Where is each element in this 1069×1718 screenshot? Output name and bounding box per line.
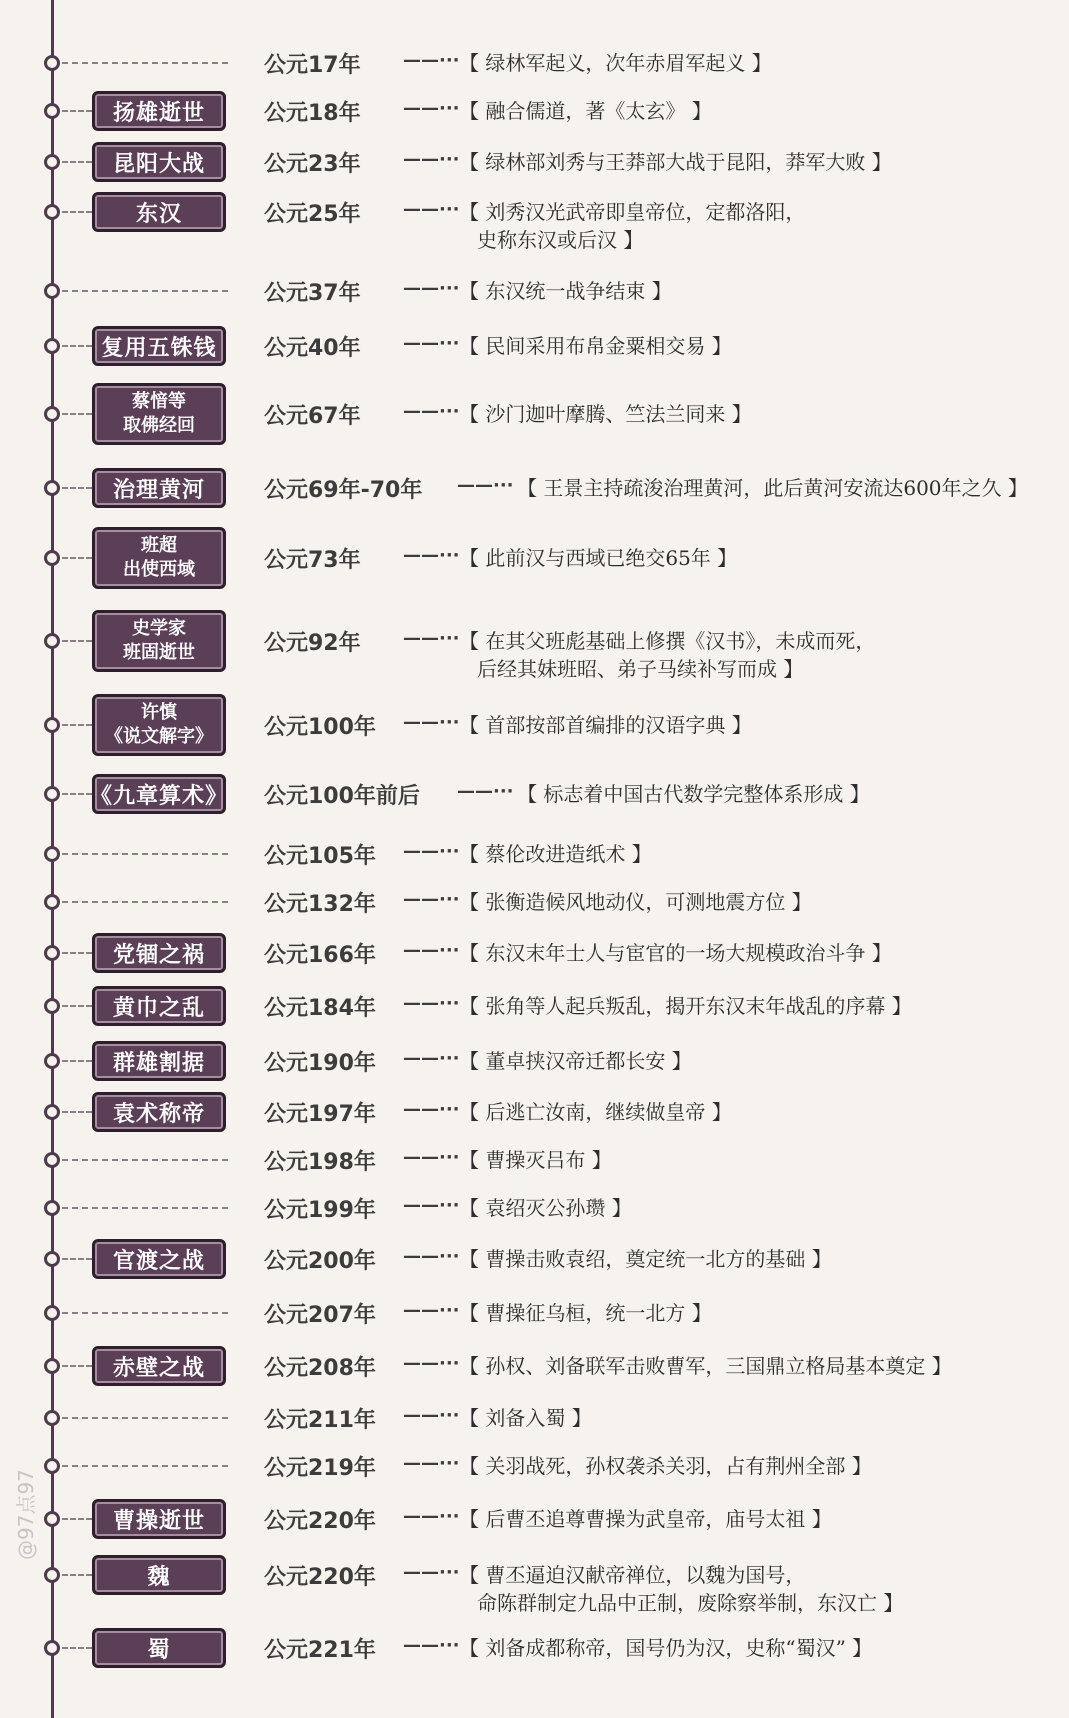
- event-year: 公元208年: [264, 1356, 376, 1381]
- timeline-node-icon: [44, 204, 60, 220]
- event-description-line: 【 在其父班彪基础上修撰《汉书》，未成而死，: [459, 629, 876, 653]
- event-label-tag: [92, 1555, 226, 1595]
- timeline-node-icon: [44, 1567, 60, 1583]
- timeline-node-icon: [44, 55, 60, 71]
- event-label-line: 魏: [147, 1564, 171, 1590]
- event-year: 公元105年: [264, 844, 376, 869]
- dashed-connector: [62, 724, 92, 726]
- event-label-line: 赤壁之战: [112, 1355, 205, 1381]
- event-description: [459, 1245, 832, 1273]
- event-label-line: 《九章算术》: [90, 783, 229, 809]
- year-separator: ——···: [403, 1562, 460, 1583]
- event-description-line: 命陈群制定九品中正制，废除察举制，东汉亡 】: [477, 1591, 904, 1615]
- dashed-connector: [62, 161, 92, 163]
- event-description-line: 【 后逃亡汝南，继续做皇帝 】: [459, 1100, 732, 1124]
- event-year: 公元221年: [264, 1638, 376, 1663]
- event-description-line: 【 董卓挟汉帝迁都长安 】: [459, 1049, 692, 1073]
- dashed-connector: [62, 853, 228, 855]
- year-separator: ——···: [403, 993, 460, 1014]
- timeline-node-icon: [44, 1053, 60, 1069]
- dashed-connector: [62, 110, 92, 112]
- event-year: 公元199年: [264, 1198, 376, 1223]
- event-label-tag: [92, 91, 226, 131]
- event-year: 公元25年: [264, 202, 361, 227]
- event-label-line: 东汉: [135, 201, 182, 227]
- event-year: 公元197年: [264, 1102, 376, 1127]
- event-year: 公元200年: [264, 1249, 376, 1274]
- event-label-line: 史学家: [132, 618, 186, 639]
- year-separator: ——···: [403, 889, 460, 910]
- event-description: [459, 544, 737, 572]
- event-label-tag: [92, 933, 226, 973]
- dashed-connector: [62, 1258, 92, 1260]
- event-description-line: 【 袁绍灭公孙瓒 】: [459, 1196, 632, 1220]
- event-description: [459, 1452, 872, 1480]
- event-description: [459, 711, 752, 739]
- event-year: 公元132年: [264, 892, 376, 917]
- year-separator: ——···: [403, 333, 460, 354]
- dashed-connector: [62, 62, 228, 64]
- event-label-line: 班固逝世: [123, 642, 195, 663]
- event-description: [517, 474, 1028, 502]
- year-separator: ——···: [403, 1300, 460, 1321]
- dashed-connector: [62, 1159, 228, 1161]
- event-description: [459, 1352, 952, 1380]
- event-year: 公元23年: [264, 152, 361, 177]
- timeline-node-icon: [44, 338, 60, 354]
- year-separator: ——···: [403, 50, 460, 71]
- timeline-node-icon: [44, 633, 60, 649]
- timeline-node-icon: [44, 1410, 60, 1426]
- event-label-line: 取佛经回: [123, 415, 195, 436]
- timeline-node-icon: [44, 283, 60, 299]
- event-label-tag: [92, 192, 226, 232]
- dashed-connector: [62, 1207, 228, 1209]
- event-description-line: 【 绿林部刘秀与王莽部大战于昆阳，莽军大败 】: [459, 150, 892, 174]
- dashed-connector: [62, 1060, 92, 1062]
- event-description: [459, 840, 652, 868]
- event-description-line: 【 张衡造候风地动仪，可测地震方位 】: [459, 890, 812, 914]
- year-separator: ——···: [457, 475, 514, 496]
- dashed-connector: [62, 1312, 228, 1314]
- event-description: [459, 277, 672, 305]
- event-year: 公元100年: [264, 715, 376, 740]
- dashed-connector: [62, 1417, 228, 1419]
- event-label-line: 官渡之战: [112, 1248, 205, 1274]
- timeline-node-icon: [44, 945, 60, 961]
- event-year: 公元207年: [264, 1303, 376, 1328]
- event-description: [459, 992, 912, 1020]
- year-separator: ——···: [403, 401, 460, 422]
- year-separator: ——···: [403, 712, 460, 733]
- event-year: 公元37年: [264, 281, 361, 306]
- year-separator: ——···: [403, 1405, 460, 1426]
- event-label-line: 昆阳大战: [112, 151, 205, 177]
- dashed-connector: [62, 793, 92, 795]
- event-year: 公元69年-70年: [264, 478, 423, 503]
- event-label-line: 许慎: [141, 702, 177, 723]
- event-description: [459, 198, 805, 254]
- timeline-node-icon: [44, 103, 60, 119]
- event-year: 公元166年: [264, 943, 376, 968]
- dashed-connector: [62, 1005, 92, 1007]
- event-label-tag: [92, 326, 226, 366]
- event-label-tag: [90, 774, 229, 814]
- timeline-node-icon: [44, 786, 60, 802]
- dashed-connector: [62, 413, 92, 415]
- dashed-connector: [62, 1465, 228, 1467]
- event-label-line: 黄巾之乱: [112, 995, 205, 1021]
- event-label-line: 党锢之祸: [112, 942, 205, 968]
- event-label-tag: [92, 1628, 226, 1668]
- year-separator: ——···: [403, 199, 460, 220]
- dashed-connector: [62, 640, 92, 642]
- year-separator: ——···: [403, 98, 460, 119]
- year-separator: ——···: [403, 1195, 460, 1216]
- event-description-line: 后经其妹班昭、弟子马续补写而成 】: [477, 657, 804, 681]
- dashed-connector: [62, 487, 92, 489]
- event-description-line: 【 绿林军起义，次年赤眉军起义 】: [459, 51, 772, 75]
- event-label-tag: [92, 142, 226, 182]
- event-label-tag: [92, 694, 226, 756]
- event-description-line: 【 东汉末年士人与宦官的一场大规模政治斗争 】: [459, 941, 892, 965]
- timeline-node-icon: [44, 717, 60, 733]
- event-description: [517, 780, 870, 808]
- timeline-node-icon: [44, 480, 60, 496]
- event-label-line: 《说文解字》: [105, 726, 213, 747]
- event-label-tag: [92, 383, 226, 445]
- dashed-connector: [62, 1574, 92, 1576]
- event-year: 公元190年: [264, 1051, 376, 1076]
- event-description: [459, 1194, 632, 1222]
- event-description: [459, 400, 752, 428]
- event-description: [459, 1146, 612, 1174]
- event-description-line: 史称东汉或后汉 】: [477, 228, 644, 252]
- event-year: 公元184年: [264, 996, 376, 1021]
- event-label-line: 班超: [141, 535, 177, 556]
- event-year: 公元219年: [264, 1456, 376, 1481]
- year-separator: ——···: [403, 545, 460, 566]
- event-description-line: 【 关羽战死，孙权袭杀关羽，占有荆州全部 】: [459, 1454, 872, 1478]
- event-description: [459, 1634, 872, 1662]
- year-separator: ——···: [403, 841, 460, 862]
- year-separator: ——···: [403, 1048, 460, 1069]
- event-description-line: 【 后曹丕追尊曹操为武皇帝，庙号太祖 】: [459, 1507, 832, 1531]
- dashed-connector: [62, 1111, 92, 1113]
- timeline-node-icon: [44, 550, 60, 566]
- dashed-connector: [62, 211, 92, 213]
- year-separator: ——···: [403, 628, 460, 649]
- event-label-line: 群雄割据: [112, 1050, 205, 1076]
- event-year: 公元17年: [264, 53, 361, 78]
- event-year: 公元40年: [264, 336, 361, 361]
- timeline-node-icon: [44, 154, 60, 170]
- event-description: [459, 1098, 732, 1126]
- event-description: [459, 97, 712, 125]
- event-description: [459, 49, 772, 77]
- year-separator: ——···: [403, 149, 460, 170]
- year-separator: ——···: [403, 940, 460, 961]
- event-label-tag: [92, 986, 226, 1026]
- event-description-line: 【 曹操灭吕布 】: [459, 1148, 612, 1172]
- timeline-node-icon: [44, 998, 60, 1014]
- timeline-node-icon: [44, 1104, 60, 1120]
- event-description-line: 【 沙门迦叶摩腾、竺法兰同来 】: [459, 402, 752, 426]
- event-description: [459, 627, 875, 683]
- event-description-line: 【 刘备成都称帝，国号仍为汉，史称“蜀汉” 】: [459, 1636, 873, 1660]
- event-label-line: 蜀: [147, 1637, 171, 1663]
- dashed-connector: [62, 557, 92, 559]
- dashed-connector: [62, 952, 92, 954]
- event-label-line: 袁术称帝: [112, 1101, 205, 1127]
- timeline-node-icon: [44, 1511, 60, 1527]
- timeline-node-icon: [44, 1305, 60, 1321]
- event-label-line: 扬雄逝世: [112, 100, 205, 126]
- event-description: [459, 1561, 903, 1617]
- event-description-line: 【 曹操击败袁绍，奠定统一北方的基础 】: [459, 1247, 832, 1271]
- year-separator: ——···: [457, 781, 514, 802]
- timeline-node-icon: [44, 846, 60, 862]
- event-description-line: 【 刘秀汉光武帝即皇帝位，定都洛阳，: [459, 200, 806, 224]
- event-year: 公元73年: [264, 548, 361, 573]
- event-description-line: 【 蔡伦改进造纸术 】: [459, 842, 652, 866]
- event-label-tag: [92, 1499, 226, 1539]
- year-separator: ——···: [403, 1099, 460, 1120]
- year-separator: ——···: [403, 1147, 460, 1168]
- event-label-tag: [92, 527, 226, 589]
- event-year: 公元67年: [264, 404, 361, 429]
- event-label-tag: [92, 468, 226, 508]
- event-description: [459, 1505, 832, 1533]
- dashed-connector: [62, 1647, 92, 1649]
- timeline-node-icon: [44, 894, 60, 910]
- event-year: 公元220年: [264, 1509, 376, 1534]
- event-description-line: 【 曹丕逼迫汉献帝禅位，以魏为国号，: [459, 1563, 806, 1587]
- event-description-line: 【 东汉统一战争结束 】: [459, 279, 672, 303]
- event-label-tag: [92, 1092, 226, 1132]
- event-description: [459, 888, 812, 916]
- event-description: [459, 1047, 692, 1075]
- timeline-node-icon: [44, 1200, 60, 1216]
- event-label-line: 复用五铢钱: [101, 335, 217, 361]
- event-description-line: 【 首部按部首编排的汉语字典 】: [459, 713, 752, 737]
- timeline-node-icon: [44, 406, 60, 422]
- event-description-line: 【 标志着中国古代数学完整体系形成 】: [517, 782, 870, 806]
- event-year: 公元211年: [264, 1408, 376, 1433]
- event-year: 公元92年: [264, 631, 361, 656]
- event-description: [459, 1404, 592, 1432]
- event-year: 公元18年: [264, 101, 361, 126]
- dashed-connector: [62, 901, 228, 903]
- year-separator: ——···: [403, 1246, 460, 1267]
- dashed-connector: [62, 345, 92, 347]
- event-label-line: 蔡愔等: [132, 391, 186, 412]
- dashed-connector: [62, 1518, 92, 1520]
- event-year: 公元220年: [264, 1565, 376, 1590]
- event-description-line: 【 孙权、刘备联军击败曹军，三国鼎立格局基本奠定 】: [459, 1354, 952, 1378]
- timeline-node-icon: [44, 1152, 60, 1168]
- event-label-tag: [92, 610, 226, 672]
- event-label-tag: [92, 1041, 226, 1081]
- year-separator: ——···: [403, 1506, 460, 1527]
- event-description: [459, 148, 892, 176]
- timeline-node-icon: [44, 1251, 60, 1267]
- event-year: 公元100年前后: [264, 784, 420, 809]
- event-label-line: 治理黄河: [112, 477, 205, 503]
- event-description: [459, 939, 892, 967]
- dashed-connector: [62, 290, 228, 292]
- event-label-tag: [92, 1346, 226, 1386]
- event-description-line: 【 此前汉与西域已绝交65年 】: [459, 546, 738, 570]
- event-description-line: 【 曹操征乌桓，统一北方 】: [459, 1301, 712, 1325]
- event-label-line: 出使西域: [123, 559, 195, 580]
- event-description: [459, 332, 732, 360]
- event-description-line: 【 刘备入蜀 】: [459, 1406, 592, 1430]
- year-separator: ——···: [403, 278, 460, 299]
- timeline-node-icon: [44, 1640, 60, 1656]
- year-separator: ——···: [403, 1635, 460, 1656]
- timeline-node-icon: [44, 1358, 60, 1374]
- year-separator: ——···: [403, 1353, 460, 1374]
- event-label-line: 曹操逝世: [112, 1508, 205, 1534]
- event-description-line: 【 民间采用布帛金粟相交易 】: [459, 334, 732, 358]
- event-description-line: 【 融合儒道，著《太玄》 】: [459, 99, 712, 123]
- event-description-line: 【 王景主持疏浚治理黄河，此后黄河安流达600年之久 】: [517, 476, 1028, 500]
- timeline-node-icon: [44, 1458, 60, 1474]
- year-separator: ——···: [403, 1453, 460, 1474]
- event-year: 公元198年: [264, 1150, 376, 1175]
- event-description: [459, 1299, 712, 1327]
- event-label-tag: [92, 1239, 226, 1279]
- dashed-connector: [62, 1365, 92, 1367]
- watermark: @97点97: [14, 1469, 38, 1560]
- event-description-line: 【 张角等人起兵叛乱，揭开东汉末年战乱的序幕 】: [459, 994, 912, 1018]
